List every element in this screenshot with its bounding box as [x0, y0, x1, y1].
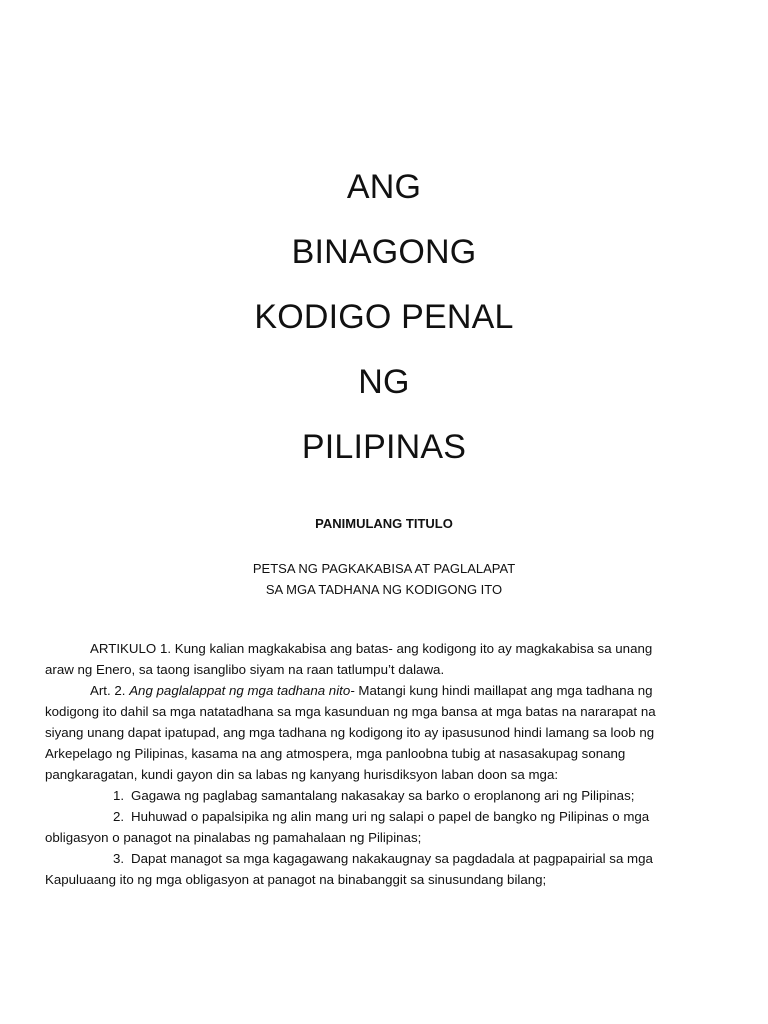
document-title — [0, 155, 768, 480]
article-2-heading: Ang paglalappat ng mga tadhana nito- — [129, 683, 355, 698]
article-1: ARTIKULO 1. Kung kalian magkakabisa ang batas- ang kodigong ito ay magkakabisa sa unang araw ng Enero, sa taong isanglibo siyam na raan tatlumpu’t dalawa. — [45, 641, 653, 677]
list-item — [45, 848, 677, 890]
article-2-label: Art. 2. — [90, 683, 126, 698]
list-item-number: 2. — [113, 809, 125, 824]
subtitle-line: SA MGA TADHANA NG KODIGONG ITO — [265, 582, 503, 597]
title-line: NG — [358, 363, 410, 401]
list-item-text: Huhuwad o papalsipika ng alin mang uri ng salapi o papel de bangko ng Pilipinas o mga obligasyon o panagot na pinalabas ng pamahalaan ng Pilipinas; — [45, 809, 650, 845]
section-title: PANIMULANG TITULO — [315, 516, 453, 531]
article-2 — [45, 680, 677, 785]
section-subtitle — [0, 558, 768, 600]
title-line: PILIPINAS — [301, 428, 467, 466]
title-line: BINAGONG — [291, 233, 477, 271]
document-body — [45, 638, 677, 890]
list-item-number: 3. — [113, 851, 125, 866]
title-line: KODIGO PENAL — [254, 298, 514, 336]
title-line: ANG — [346, 168, 422, 206]
subtitle-line: PETSA NG PAGKAKABISA AT PAGLALAPAT — [252, 561, 516, 576]
list-item-text: Gagawa ng paglabag samantalang nakasakay sa barko o eroplanong ari ng Pilipinas; — [131, 788, 635, 803]
article-2-text: Matangi kung hindi maillapat ang mga tadhana ng kodigong ito dahil sa mga natatadhana sa mga kasunduan ng mga bansa at mga batas na nararapat na siyang unang dapat ipatupad, ang mga tadhana ng kodigong ito ay ipasusunod hindi lamang sa loob ng Arkepelago ng Pilipinas, kasama na ang atmospera, mga panloobna tubig at nasasakupag sonang pangkaragatan, kundi gayon din sa labas ng kanyang hurisdiksyon laban doon sa mga: — [45, 683, 656, 782]
list-item — [45, 806, 677, 848]
list-item-number: 1. — [113, 788, 125, 803]
list-item-text: Dapat managot sa mga kagagawang nakakaugnay sa pagdadala at pagpapairial sa mga Kapuluaang ito ng mga obligasyon at panagot na binabanggit sa sinusundang bilang; — [45, 851, 653, 887]
list-item — [45, 785, 677, 806]
